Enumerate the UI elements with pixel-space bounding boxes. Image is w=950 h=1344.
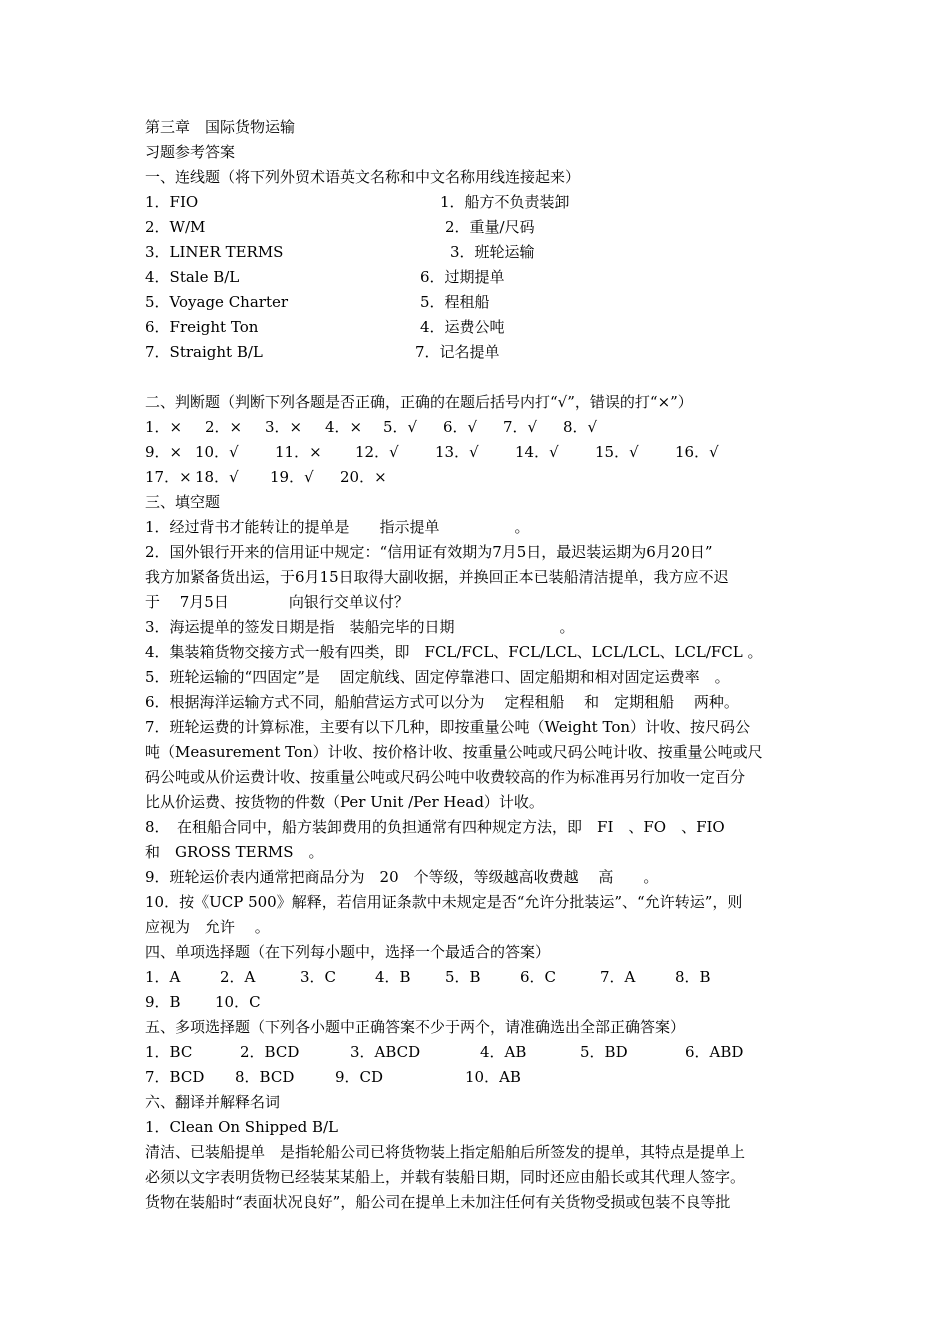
english-term: 3．LINER TERMS: [145, 243, 284, 261]
chinese-term: 2．重量/尺码: [445, 218, 535, 236]
chapter-title: 第三章 国际货物运输: [145, 118, 296, 136]
answer-item: 17．×: [145, 468, 192, 486]
term-1-para-line1: 清洁、已装船提单 是指轮船公司已将货物装上指定船舶后所签发的提单，其特点是提单上: [145, 1143, 746, 1161]
answer-item: 3．C: [300, 968, 337, 986]
single-choice-answers: [145, 965, 810, 1015]
answer-item: 10．√: [195, 443, 239, 461]
answer-item: 9．B: [145, 993, 181, 1011]
answer-row: [145, 965, 810, 990]
answer-item: 10．AB: [465, 1068, 521, 1086]
answer-item: 6．ABD: [685, 1043, 744, 1061]
matching-row: [145, 240, 810, 265]
section-6-heading: 六、翻译并解释名词: [145, 1093, 281, 1111]
chinese-term: 1．船方不负责装卸: [440, 193, 570, 211]
chinese-term: 4．运费公吨: [420, 318, 505, 336]
section-5-heading: 五、多项选择题（下列各小题中正确答案不少于两个，请准确选出全部正确答案）: [145, 1018, 686, 1036]
answer-item: 16．√: [675, 443, 719, 461]
english-term: 4．Stale B/L: [145, 268, 240, 286]
answer-item: 7．BCD: [145, 1068, 205, 1086]
answer-item: 2．×: [205, 418, 243, 436]
answer-item: 14．√: [515, 443, 559, 461]
multiple-choice-answers: [145, 1040, 810, 1090]
answer-item: 15．√: [595, 443, 639, 461]
fill-q7-line1: 7．班轮运费的计算标准，主要有以下几种，即按重量公吨（Weight Ton）计收、按尺码公: [145, 718, 751, 736]
answer-item: 13．√: [435, 443, 479, 461]
fill-q2-line3: 于 7月5日 向银行交单议付？: [145, 593, 409, 611]
english-term: 2．W/M: [145, 218, 206, 236]
fill-q10-line1: 10．按《UCP 500》解释，若信用证条款中未规定是否“允许分批装运”、“允许转运”，则: [145, 893, 743, 911]
section-2-heading: 二、判断题（判断下列各题是否正确，正确的在题后括号内打“√”，错误的打“×”）: [145, 393, 693, 411]
answer-item: 7．A: [600, 968, 636, 986]
term-1-para-line3: 货物在装船时“表面状况良好”，船公司在提单上未加注任何有关货物受损或包装不良等批: [145, 1193, 731, 1211]
answer-item: 4．×: [325, 418, 363, 436]
section-4-heading: 四、单项选择题（在下列每小题中，选择一个最适合的答案）: [145, 943, 551, 961]
matching-pairs: [145, 190, 810, 365]
answer-item: 4．B: [375, 968, 411, 986]
fill-q7-line2: 吨（Measurement Ton）计收、按价格计收、按重量公吨或尺码公吨计收、按重量公吨或尺: [145, 743, 763, 761]
answer-item: 8．B: [675, 968, 711, 986]
answer-item: 9．×: [145, 443, 183, 461]
chinese-term: 5．程租船: [420, 293, 490, 311]
answer-row: [145, 440, 810, 465]
chinese-term: 3．班轮运输: [450, 243, 535, 261]
english-term: 6．Freight Ton: [145, 318, 259, 336]
fill-q8-line1: 8． 在租船合同中，船方装卸费用的负担通常有四种规定方法，即 FI 、FO 、FIO: [145, 818, 725, 836]
answer-row: [145, 415, 810, 440]
section-1-heading: 一、连线题（将下列外贸术语英文名称和中文名称用线连接起来）: [145, 168, 581, 186]
answer-item: 3．×: [265, 418, 303, 436]
answer-item: 1．BC: [145, 1043, 193, 1061]
judgment-answers: [145, 415, 810, 490]
term-1-para-line2: 必须以文字表明货物已经装某某船上，并载有装船日期，同时还应由船长或其代理人签字。: [145, 1168, 746, 1186]
fill-q3: 3．海运提单的签发日期是指 装船完毕的日期 。: [145, 618, 575, 636]
fill-q7-line3: 码公吨或从价运费计收、按重量公吨或尺码公吨中收费较高的作为标准再另行加收一定百分: [145, 768, 746, 786]
fill-q8-line2: 和 GROSS TERMS 。: [145, 843, 324, 861]
fill-q2-line1: 2．国外银行开来的信用证中规定：“信用证有效期为7月5日，最迟装运期为6月20日”: [145, 543, 713, 561]
matching-row: [145, 290, 810, 315]
answer-item: 11．×: [275, 443, 322, 461]
fill-q7-line4: 比从价运费、按货物的件数（Per Unit /Per Head）计收。: [145, 793, 544, 811]
answer-item: 7．√: [503, 418, 538, 436]
answer-item: 1．A: [145, 968, 181, 986]
answer-item: 12．√: [355, 443, 399, 461]
english-term: 1．FIO: [145, 193, 199, 211]
answer-item: 19．√: [270, 468, 314, 486]
answer-row: [145, 465, 810, 490]
answer-row: [145, 1065, 810, 1090]
answers-subtitle: 习题参考答案: [145, 143, 236, 161]
term-1-title: 1．Clean On Shipped B/L: [145, 1118, 339, 1136]
answer-item: 4．AB: [480, 1043, 527, 1061]
matching-row: [145, 340, 810, 365]
section-3-heading: 三、填空题: [145, 493, 221, 511]
answer-item: 20．×: [340, 468, 387, 486]
chinese-term: 6．过期提单: [420, 268, 505, 286]
answer-item: 2．BCD: [240, 1043, 300, 1061]
answer-item: 8．√: [563, 418, 598, 436]
answer-item: 1．×: [145, 418, 183, 436]
fill-q10-line2: 应视为 允许 。: [145, 918, 270, 936]
answer-row: [145, 990, 810, 1015]
fill-q5: 5．班轮运输的“四固定”是 固定航线、固定停靠港口、固定船期和相对固定运费率 。: [145, 668, 730, 686]
document-page: [145, 115, 810, 1215]
answer-item: 5．BD: [580, 1043, 628, 1061]
matching-row: [145, 315, 810, 340]
chinese-term: 7．记名提单: [415, 343, 500, 361]
answer-item: 3．ABCD: [350, 1043, 421, 1061]
answer-item: 9．CD: [335, 1068, 384, 1086]
answer-item: 8．BCD: [235, 1068, 295, 1086]
matching-row: [145, 215, 810, 240]
answer-item: 5．√: [383, 418, 418, 436]
english-term: 5．Voyage Charter: [145, 293, 289, 311]
answer-item: 10．C: [215, 993, 261, 1011]
fill-q6: 6．根据海洋运输方式不同，船舶营运方式可以分为 定程租船 和 定期租船 两种。: [145, 693, 739, 711]
matching-row: [145, 265, 810, 290]
fill-q2-line2: 我方加紧备货出运，于6月15日取得大副收据，并换回正本已装船清洁提单，我方应不迟: [145, 568, 729, 586]
english-term: 7．Straight B/L: [145, 343, 263, 361]
answer-item: 6．C: [520, 968, 557, 986]
fill-q4: 4．集装箱货物交接方式一般有四类，即 FCL/FCL、FCL/LCL、LCL/LCL、LCL/FCL 。: [145, 643, 763, 661]
answer-row: [145, 1040, 810, 1065]
answer-item: 6．√: [443, 418, 478, 436]
matching-row: [145, 190, 810, 215]
fill-q1: 1．经过背书才能转让的提单是 指示提单 。: [145, 518, 530, 536]
answer-item: 5．B: [445, 968, 481, 986]
answer-item: 2．A: [220, 968, 256, 986]
fill-q9: 9．班轮运价表内通常把商品分为 20 个等级，等级越高收费越 高 。: [145, 868, 659, 886]
answer-item: 18．√: [195, 468, 239, 486]
